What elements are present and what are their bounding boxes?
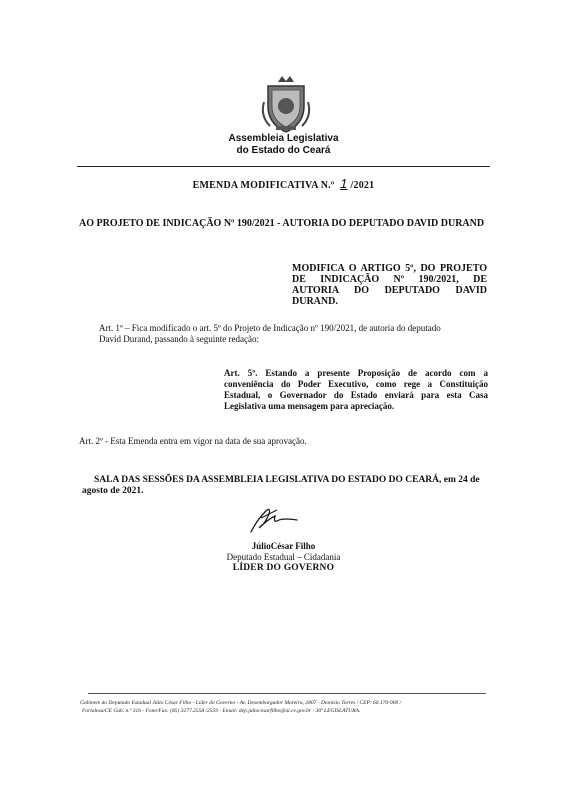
reference-text: AO PROJETO DE INDICAÇÃO Nº 190/2021 - AUTORIA DO DEPUTADO DAVID DURAND bbox=[79, 218, 485, 229]
closing-statement: SALA DAS SESSÕES DA ASSEMBLEIA LEGISLATIVA DO ESTADO DO CEARÁ, em 24 de agosto de 2021. bbox=[82, 475, 480, 496]
header-divider bbox=[77, 166, 490, 167]
title-suffix: /2021 bbox=[350, 180, 375, 191]
footer-divider bbox=[88, 693, 486, 694]
article-1 bbox=[79, 323, 489, 345]
title-number: 1 bbox=[340, 176, 348, 191]
institution-name bbox=[0, 133, 567, 157]
document-title bbox=[0, 176, 567, 191]
footer-line1: Gabinete do Deputado Estadual Júlio César Filho - Líder do Governo - Av. Desembargador Moreira, 2807 - Dionísio Torres / CEP: 60.170-900 / bbox=[80, 700, 402, 706]
handwritten-signature bbox=[243, 498, 303, 538]
article-5-quote: Art. 5º. Estando a presente Proposição de acordo com a conveniência do Poder Executivo, como rege a Constituição Estadual, o Governador do Estado enviará para esta Casa Legislativa uma mensagem para apreciação. bbox=[224, 368, 488, 411]
signatory-title: LÍDER DO GOVERNO bbox=[232, 563, 335, 573]
article-2: Art. 2º - Esta Emenda entra em vigor na data de sua aprovação. bbox=[79, 436, 307, 446]
ementa-text: MODIFICA O ARTIGO 5º, DO PROJETO DE INDICAÇÃO Nº 190/2021, DE AUTORIA DO DEPUTADO DAVID DURAND. bbox=[292, 263, 487, 307]
signatory-role: Deputado Estadual – Cidadania bbox=[226, 552, 341, 562]
coat-of-arms-icon bbox=[258, 72, 314, 134]
footer-address bbox=[80, 699, 490, 715]
article-1-line2: David Durand, passando à seguinte redação: bbox=[99, 334, 259, 344]
institution-line2: do Estado do Ceará bbox=[236, 145, 331, 156]
title-prefix: EMENDA MODIFICATIVA N.º bbox=[192, 180, 335, 191]
signatory-name: JúlioCésar Filho bbox=[251, 541, 316, 551]
footer-line2: Fortaleza/CE Gab. n.º 316 - Fone/Fax: (85) 3277.2558 /2559 - Email: dep.juliocesarfilho@al.ce.gov.br - 30ª LEGISLATURA. bbox=[82, 708, 361, 714]
institution-line1: Assembleia Legislativa bbox=[228, 133, 339, 144]
article-1-line1: Art. 1º – Fica modificado o art. 5º do Projeto de Indicação nº 190/2021, de autoria do deputado bbox=[99, 323, 441, 333]
